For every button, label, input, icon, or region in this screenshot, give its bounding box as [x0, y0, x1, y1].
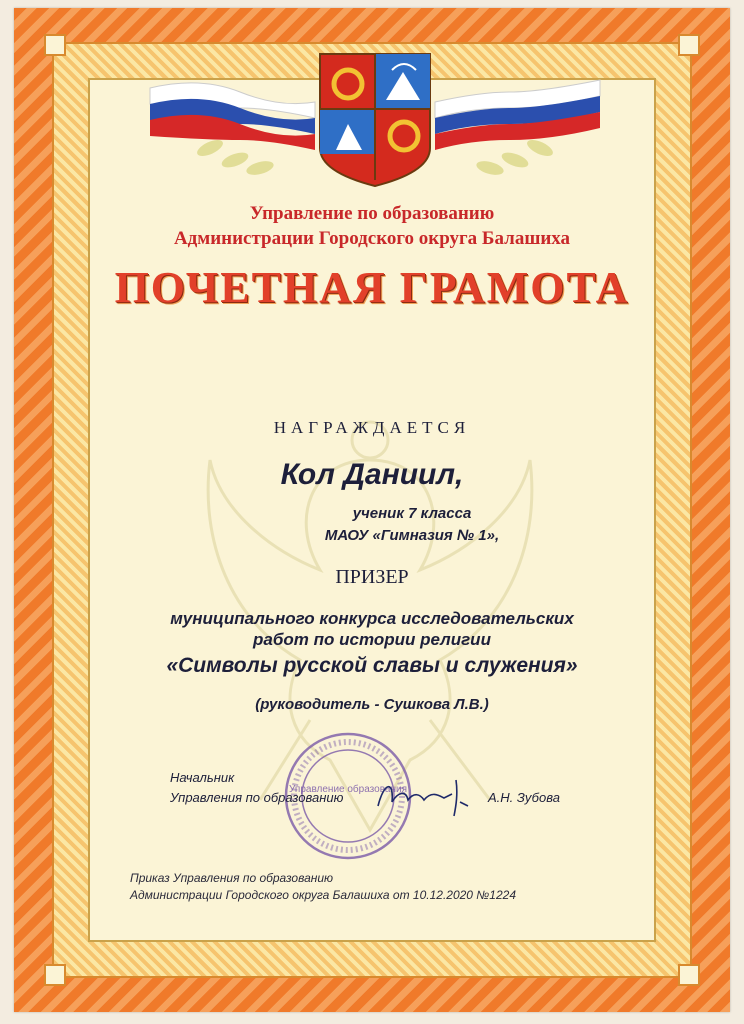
contest-name: «Символы русской славы и служения»: [166, 654, 578, 677]
awarded-label: НАГРАЖДАЕТСЯ: [273, 418, 471, 437]
prize-label: ПРИЗЕР: [335, 566, 409, 588]
corner-ornament: [44, 34, 66, 56]
corner-ornament: [678, 964, 700, 986]
order-line-2: Администрации Городского округа Балашиха от 10.12.2020 №1224: [130, 888, 516, 902]
certificate-title: ПОЧЕТНАЯ ГРАМОТА: [114, 263, 630, 312]
corner-ornament: [44, 964, 66, 986]
contest-line-2: работ по истории религии: [253, 630, 491, 649]
contest-line-1: муниципального конкурса исследовательских: [170, 609, 574, 628]
organization-line-1: Управление по образованию: [249, 203, 495, 224]
stamp-text: Управление образования: [289, 784, 407, 795]
signer-name: А.Н. Зубова: [488, 790, 560, 805]
signatory-title-2: Управления по образованию: [170, 790, 344, 805]
recipient-grade: ученик 7 класса: [352, 505, 472, 522]
handwritten-signature-icon: [372, 772, 482, 822]
supervisor: (руководитель - Сушкова Л.В.): [255, 696, 489, 713]
order-reference: [130, 870, 516, 904]
recipient-school: МАОУ «Гимназия № 1»,: [324, 527, 500, 544]
coat-of-arms-icon: [316, 50, 434, 190]
recipient-name: Кол Даниил,: [280, 458, 464, 491]
corner-ornament: [678, 34, 700, 56]
organization-line-2: Администрации Городского округа Балашиха: [173, 228, 571, 249]
signatory-title-1: Начальник: [170, 770, 235, 785]
order-line-1: Приказ Управления по образованию: [130, 871, 334, 885]
